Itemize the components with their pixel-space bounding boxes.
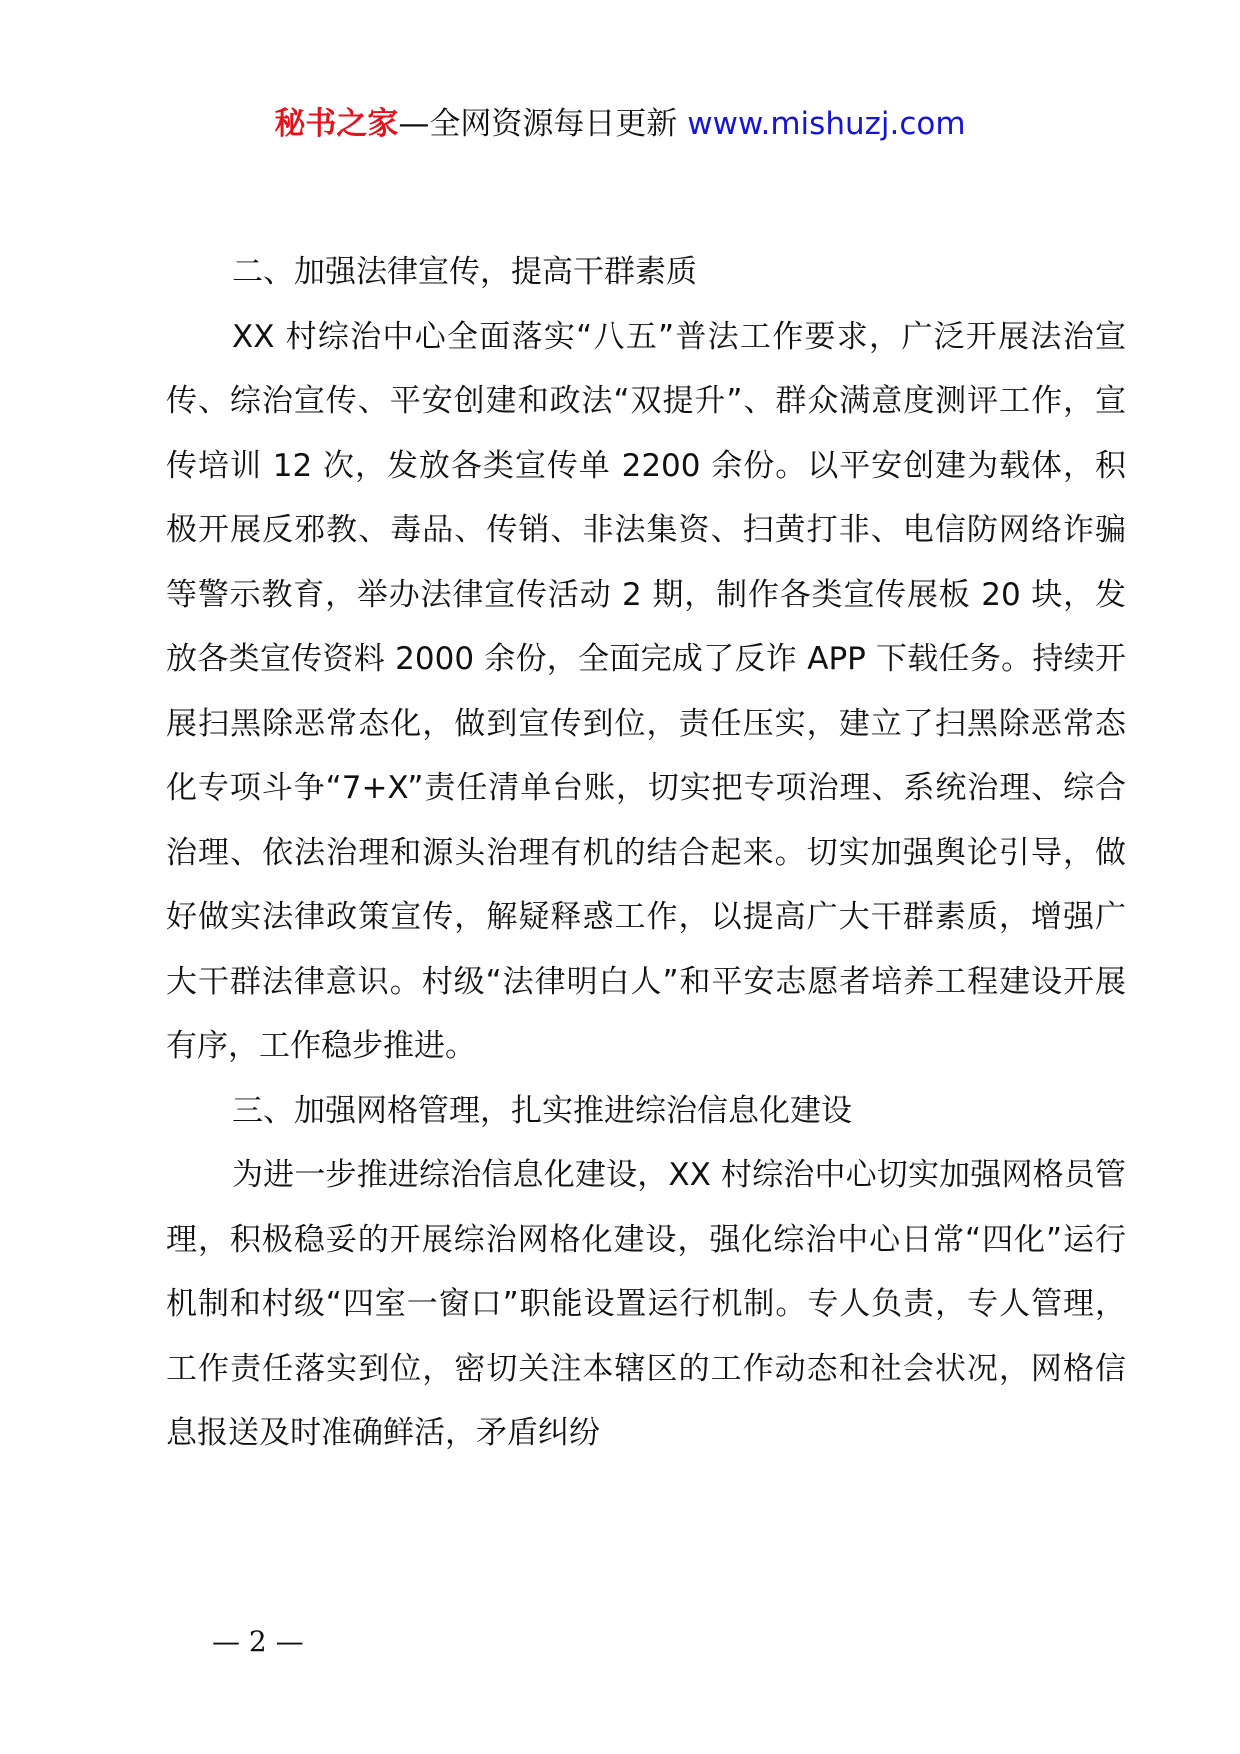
section-paragraph-3: 为进一步推进综治信息化建设，XX 村综治中心切实加强网格员管理，积极稳妥的开展综治网格化建设，强化综治中心日常“四化”运行机制和村级“四室一窗口”职能设置运行机制。专人负责，专人管理，工作责任落实到位，密切关注本辖区的工作动态和社会状况，网格信息报送及时准确鲜活，矛盾纠纷 [166, 1157, 1126, 1451]
section-paragraph-2: XX 村综治中心全面落实“八五”普法工作要求，广泛开展法治宣传、综治宣传、平安创建和政法“双提升”、群众满意度测评工作，宣传培训 12 次，发放各类宣传单 2200 余份。以平安创建为载体，积极开展反邪教、毒品、传销、非法集资、扫黄打非、电信防网络诈骗等警示教育，举办法律宣传活动 2 期，制作各类宣传展板 20 块，发放各类宣传资料 2000 余份，全面完成了反诈 APP 下载任务。持续开展扫黑除恶常态化，做到宣传到位，责任压实，建立了扫黑除恶常态化专项斗争“7+X”责任清单台账，切实把专项治理、系统治理、综合治理、依法治理和源头治理有机的结合起来。切实加强舆论引导，做好做实法律政策宣传，解疑释惑工作，以提高广大干群素质，增强广大干群法律意识。村级“法律明白人”和平安志愿者培养工程建设开展有序，工作稳步推进。 [166, 318, 1126, 1064]
page-number: — 2 — [212, 1625, 304, 1658]
section-heading-3: 三、加强网格管理，扎实推进综治信息化建设 [232, 1092, 852, 1129]
header-url-link[interactable]: www.mishuzj.com [687, 106, 966, 142]
header-slogan: —全网资源每日更新 [398, 106, 678, 142]
header-brand: 秘书之家 [274, 106, 399, 142]
document-body [166, 240, 1126, 1466]
section-heading-2: 二、加强法律宣传，提高干群素质 [232, 254, 697, 290]
page-header [0, 100, 1240, 148]
